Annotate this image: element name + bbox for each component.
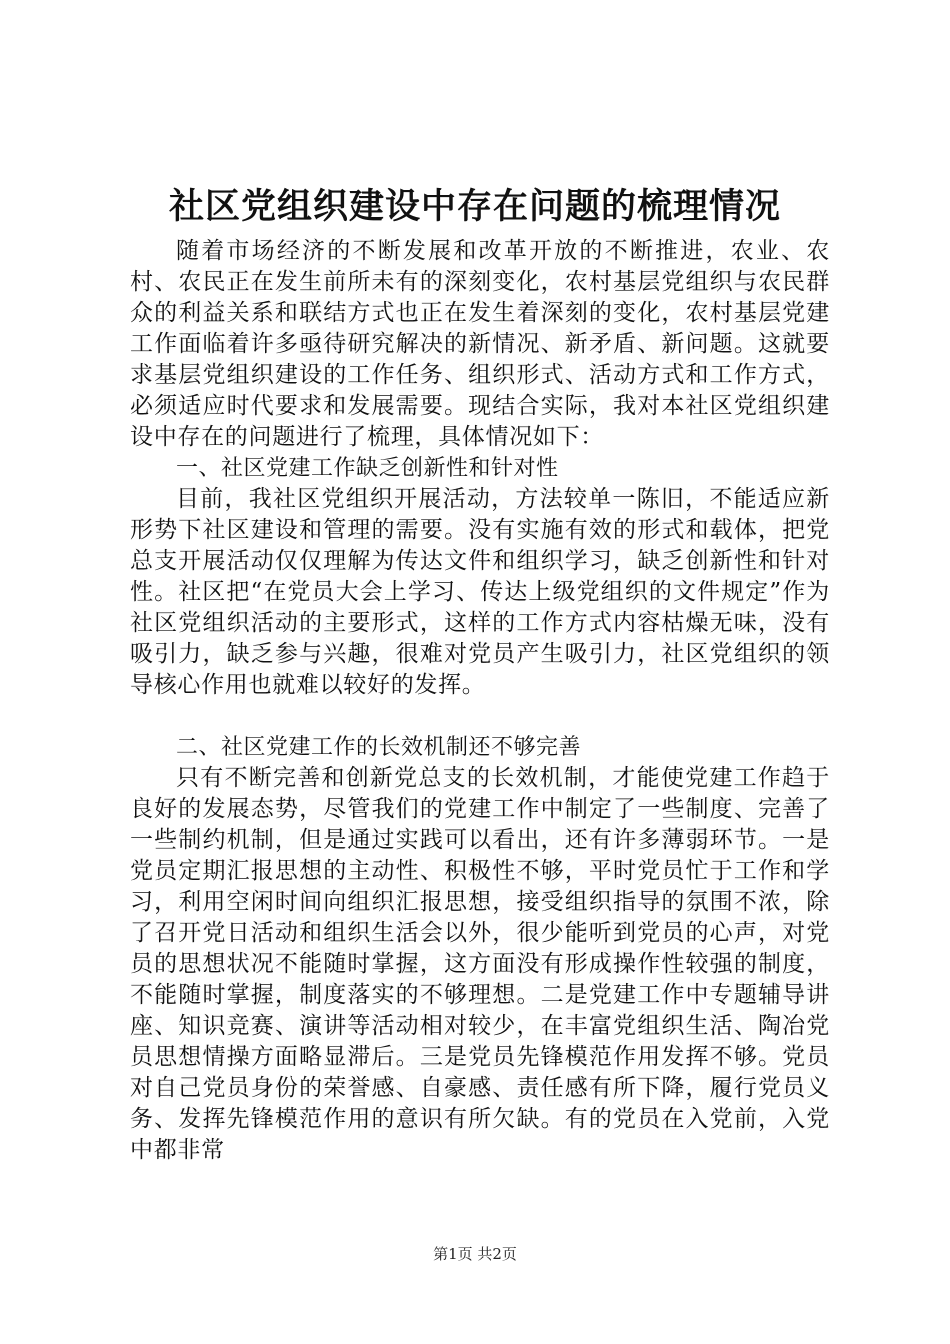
- document-title: 社区党组织建设中存在问题的梳理情况: [168, 186, 781, 227]
- intro-paragraph: 随着市场经济的不断发展和改革开放的不断推进，农业、农村、农民正在发生前所未有的深刻变化，农村基层党组织与农民群众的利益关系和联结方式也正在发生着深刻的变化，农村基层党建工作面临着许多亟待研究解决的新情况、新矛盾、新问题。这就要求基层党组织建设的工作任务、组织形式、活动方式和工作方式，必须适应时代要求和发展需要。现结合实际，我对本社区党组织建设中存在的问题进行了梳理，具体情况如下：: [130, 238, 830, 450]
- section-1-paragraph: 目前，我社区党组织开展活动，方法较单一陈旧，不能适应新形势下社区建设和管理的需要。没有实施有效的形式和载体，把党总支开展活动仅仅理解为传达文件和组织学习，缺乏创新性和针对性。社区把“在党员大会上学习、传达上级党组织的文件规定”作为社区党组织活动的主要形式，这样的工作方式内容枯燥无味，没有吸引力，缺乏参与兴趣，很难对党员产生吸引力，社区党组织的领导核心作用也就难以较好的发挥。: [130, 486, 830, 698]
- section-1-heading: 一、社区党建工作缺乏创新性和针对性: [176, 456, 559, 481]
- section-2-paragraph: 只有不断完善和创新党总支的长效机制，才能使党建工作趋于良好的发展态势，尽管我们的党建工作中制定了一些制度、完善了一些制约机制，但是通过实践可以看出，还有许多薄弱环节。一是党员定期汇报思想的主动性、积极性不够，平时党员忙于工作和学习，利用空闲时间向组织汇报思想，接受组织指导的氛围不浓，除了召开党日活动和组织生活会以外，很少能听到党员的心声，对党员的思想状况不能随时掌握，这方面没有形成操作性较强的制度，不能随时掌握，制度落实的不够理想。二是党建工作中专题辅导讲座、知识竞赛、演讲等活动相对较少，在丰富党组织生活、陶冶党员思想情操方面略显滞后。三是党员先锋模范作用发挥不够。党员对自己党员身份的荣誉感、自豪感、责任感有所下降，履行党员义务、发挥先锋模范作用的意识有所欠缺。有的党员在入党前，入党中都非常: [130, 765, 830, 1163]
- section-2-heading: 二、社区党建工作的长效机制还不够完善: [176, 735, 582, 760]
- document-body: [130, 236, 830, 1166]
- page-footer: 第1页 共2页: [433, 1245, 517, 1263]
- section-spacer: [130, 701, 830, 732]
